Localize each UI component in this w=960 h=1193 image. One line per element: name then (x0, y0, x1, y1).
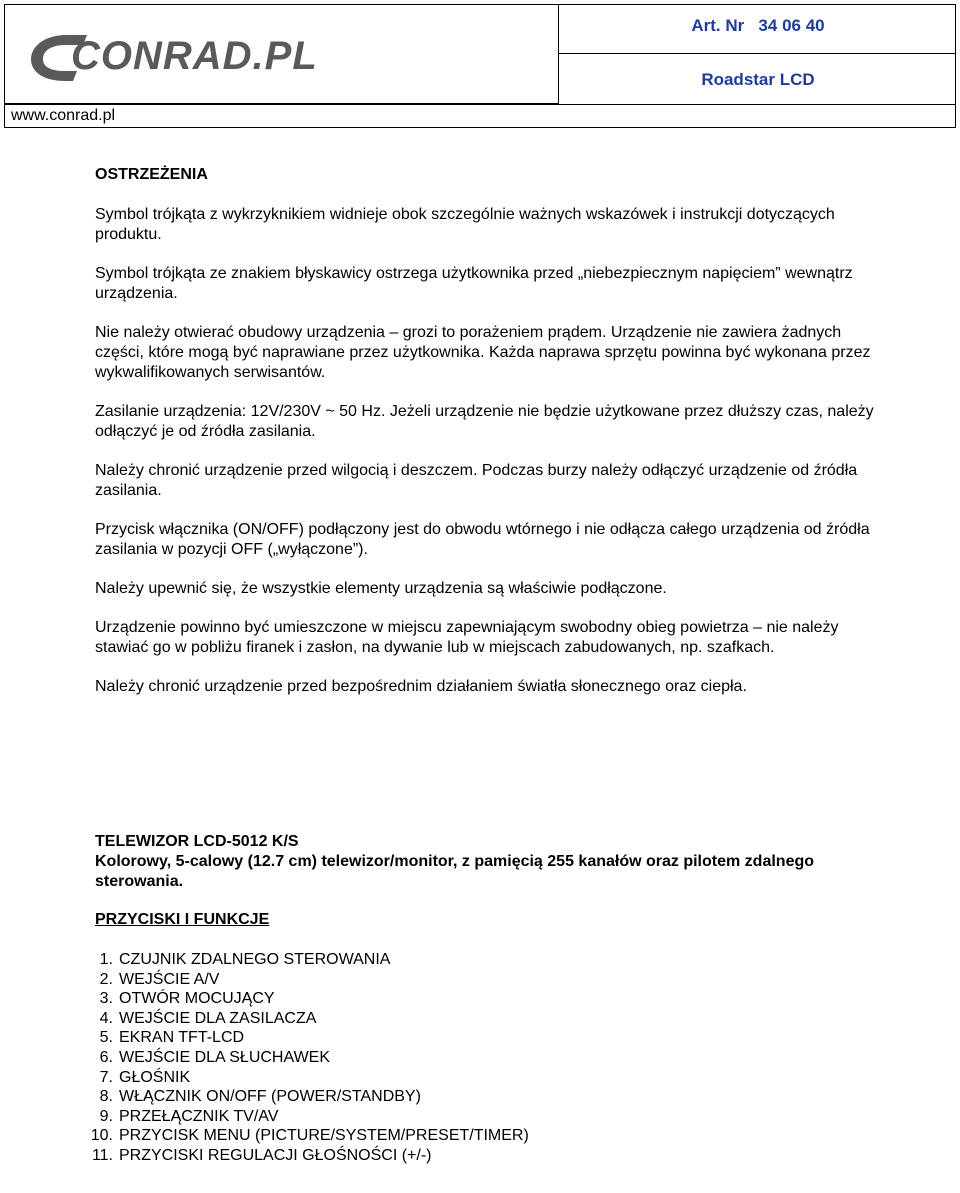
url-cell (4, 104, 956, 128)
list-item (95, 1048, 885, 1068)
list-number: 10. (90, 1127, 113, 1145)
document-header (4, 4, 956, 126)
model-cell (558, 53, 956, 105)
warning-paragraph: Symbol trójkąta ze znakiem błyskawicy ostrzega użytkownika przed „niebezpiecznym napięciem” wewnątrz urządzenia. (95, 265, 853, 302)
list-label: PRZEŁĄCZNIK TV/AV (119, 1107, 279, 1125)
list-number: 11. (91, 1146, 113, 1164)
list-number: 4. (99, 1009, 113, 1027)
warnings-title: OSTRZEŻENIA (95, 166, 208, 183)
buttons-functions-list (90, 950, 885, 1166)
list-item (95, 1068, 885, 1088)
list-item (91, 1146, 885, 1166)
list-number: 7. (99, 1068, 113, 1086)
list-number: 6. (99, 1048, 113, 1066)
list-label: CZUJNIK ZDALNEGO STEROWANIA (119, 951, 391, 968)
website-url: www.conrad.pl (11, 107, 116, 124)
list-label: PRZYCISKI REGULACJI GŁOŚNOŚCI (+/-) (119, 1146, 432, 1164)
list-number: 2. (99, 970, 113, 988)
logo-text: CONRAD.PL (71, 34, 318, 78)
list-label: PRZYCISK MENU (PICTURE/SYSTEM/PRESET/TIMER) (119, 1127, 529, 1145)
list-item (95, 1009, 885, 1029)
warning-paragraph: Urządzenie powinno być umieszczone w miejscu zapewniającym swobodny obieg powietrza – nie należy stawiać go w pobliżu firanek i zasłon, na dywanie lub w miejscach zabudowanych, np. szafkach. (95, 619, 839, 656)
list-item (95, 1107, 885, 1127)
list-label: GŁOŚNIK (119, 1068, 191, 1086)
warning-paragraph: Należy chronić urządzenie przed wilgocią i deszczem. Podczas burzy należy odłączyć urządzenie od źródła zasilania. (95, 462, 858, 499)
list-label: WEJŚCIE DLA ZASILACZA (119, 1009, 317, 1027)
list-item (95, 970, 885, 990)
article-number-cell (558, 4, 956, 54)
conrad-logo (27, 27, 318, 92)
list-number: 3. (99, 990, 113, 1008)
article-number: Art. Nr 34 06 40 (691, 16, 825, 35)
model-name: Roadstar LCD (701, 70, 815, 89)
list-label: WEJŚCIE A/V (119, 970, 220, 988)
list-label: WŁĄCZNIK ON/OFF (POWER/STANDBY) (119, 1088, 421, 1106)
list-number: 5. (99, 1029, 113, 1047)
section-spacer (95, 716, 885, 832)
list-item (95, 989, 885, 1009)
warning-paragraph: Przycisk włącznika (ON/OFF) podłączony jest do obwodu wtórnego i nie odłącza całego urządzenia od źródła zasilania w pozycji OFF („wyłączone”). (95, 521, 870, 558)
warning-paragraph: Należy upewnić się, że wszystkie elementy urządzenia są właściwie podłączone. (95, 580, 667, 597)
document-body (90, 165, 885, 1166)
list-number: 9. (99, 1107, 113, 1125)
list-item (95, 1028, 885, 1048)
logo-cell (4, 4, 559, 104)
list-item (95, 1087, 885, 1107)
list-label: OTWÓR MOCUJĄCY (119, 990, 275, 1008)
warning-paragraph: Należy chronić urządzenie przed bezpośrednim działaniem światła słonecznego oraz ciepła. (95, 678, 747, 695)
list-number: 8. (99, 1088, 113, 1106)
list-label: WEJŚCIE DLA SŁUCHAWEK (119, 1048, 331, 1066)
product-subtitle: Kolorowy, 5-calowy (12.7 cm) telewizor/monitor, z pamięcią 255 kanałów oraz pilotem zdalnego sterowania. (95, 853, 815, 890)
list-number: 1. (99, 951, 113, 968)
product-title: TELEWIZOR LCD-5012 K/S (95, 833, 299, 850)
warning-paragraph: Nie należy otwierać obudowy urządzenia – grozi to porażeniem prądem. Urządzenie nie zawiera żadnych części, które mogą być naprawiane przez użytkownika. Każda naprawa sprzętu powinna być wykonana przez wykwalifikowanych serwisantów. (95, 324, 871, 381)
warning-paragraph: Zasilanie urządzenia: 12V/230V ~ 50 Hz. Jeżeli urządzenie nie będzie użytkowane przez dłuższy czas, należy odłączyć je od źródła zasilania. (95, 403, 874, 440)
list-label: EKRAN TFT-LCD (119, 1029, 245, 1047)
warning-paragraph: Symbol trójkąta z wykrzyknikiem widnieje obok szczególnie ważnych wskazówek i instrukcji dotyczących produktu. (95, 206, 835, 243)
list-item (90, 1126, 885, 1146)
section-title: PRZYCISKI I FUNKCJE (95, 911, 270, 928)
list-item (95, 950, 885, 970)
